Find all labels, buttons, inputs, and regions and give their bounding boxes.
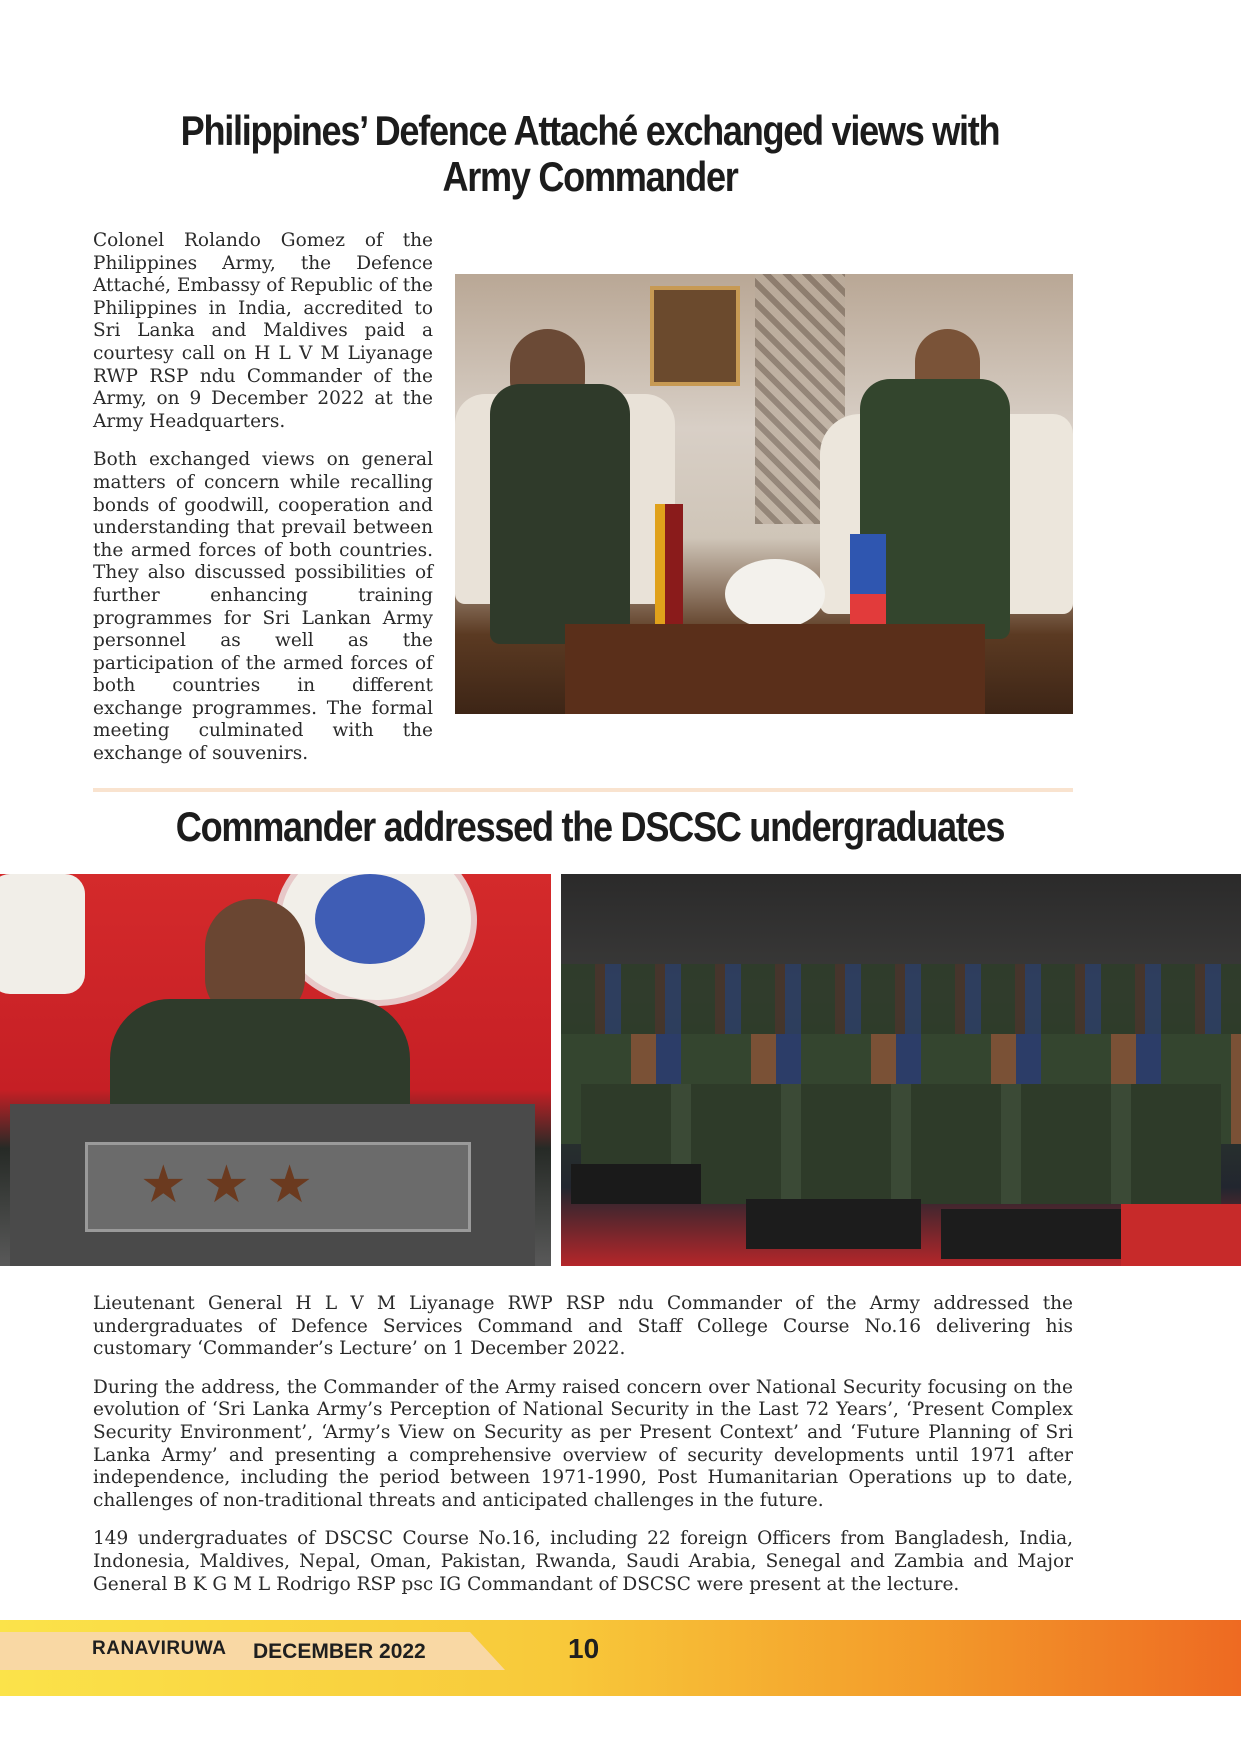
page-number: 10 [568,1633,600,1664]
article1-body [93,230,433,782]
article1-headline: Philippines’ Defence Attaché exchanged views with Army Commander [180,107,1000,200]
article1-paragraph: Both exchanged views on general matters of concern while recalling bonds of goodwill, cooperation and understanding that prevail between the armed forces of both countries. They also discussed possibilities of further enhancing training programmes for Sri Lankan Army personnel as well as the participation of the armed forces of both countries in different exchange programmes. The formal meeting culminated with the exchange of souvenirs. [93,449,433,765]
section-divider [93,788,1073,792]
audience-photo [561,874,1241,1266]
publication-name: RANAVIRUWA [92,1638,227,1659]
article2-body [93,1293,1073,1612]
issue-date: DECEMBER 2022 [253,1640,426,1663]
article2-paragraph: During the address, the Commander of the Army raised concern over National Security focusing on the evolution of ‘Sri Lanka Army’s Perception of National Security in the Last 72 Years’, ‘Present Complex Security Environment’, ‘Army’s View on Security as per Present Context’ and ‘Future Planning of Sri Lanka Army’ and presenting a comprehensive overview of security developments until 1971 after independence, including the period between 1971-1990, Post Humanitarian Operations up to date, challenges of non-traditional threats and anticipated challenges in the future. [93,1376,1073,1511]
article2-paragraph: Lieutenant General H L V M Liyanage RWP RSP ndu Commander of the Army addressed the undergraduates of Defence Services Command and Staff College Course No.16 delivering his customary ‘Commander’s Lecture’ on 1 December 2022. [93,1293,1073,1360]
article2-paragraph: 149 undergraduates of DSCSC Course No.16, including 22 foreign Officers from Bangladesh, India, Indonesia, Maldives, Nepal, Oman, Pakistan, Rwanda, Saudi Arabia, Senegal and Zambia and Major General B K G M L Rodrigo RSP psc IG Commandant of DSCSC were present at the lecture. [93,1528,1073,1595]
commander-lecture-photo: ★ ★ ★ [0,874,551,1266]
article2-headline: Commander addressed the DSCSC undergraduates [175,803,1005,850]
article1-paragraph: Colonel Rolando Gomez of the Philippines Army, the Defence Attaché, Embassy of Republic of the Philippines in India, accredited to Sri Lanka and Maldives paid a courtesy call on H L V M Liyanage RWP RSP ndu Commander of the Army, on 9 December 2022 at the Army Headquarters. [93,230,433,432]
meeting-photo [455,274,1073,714]
